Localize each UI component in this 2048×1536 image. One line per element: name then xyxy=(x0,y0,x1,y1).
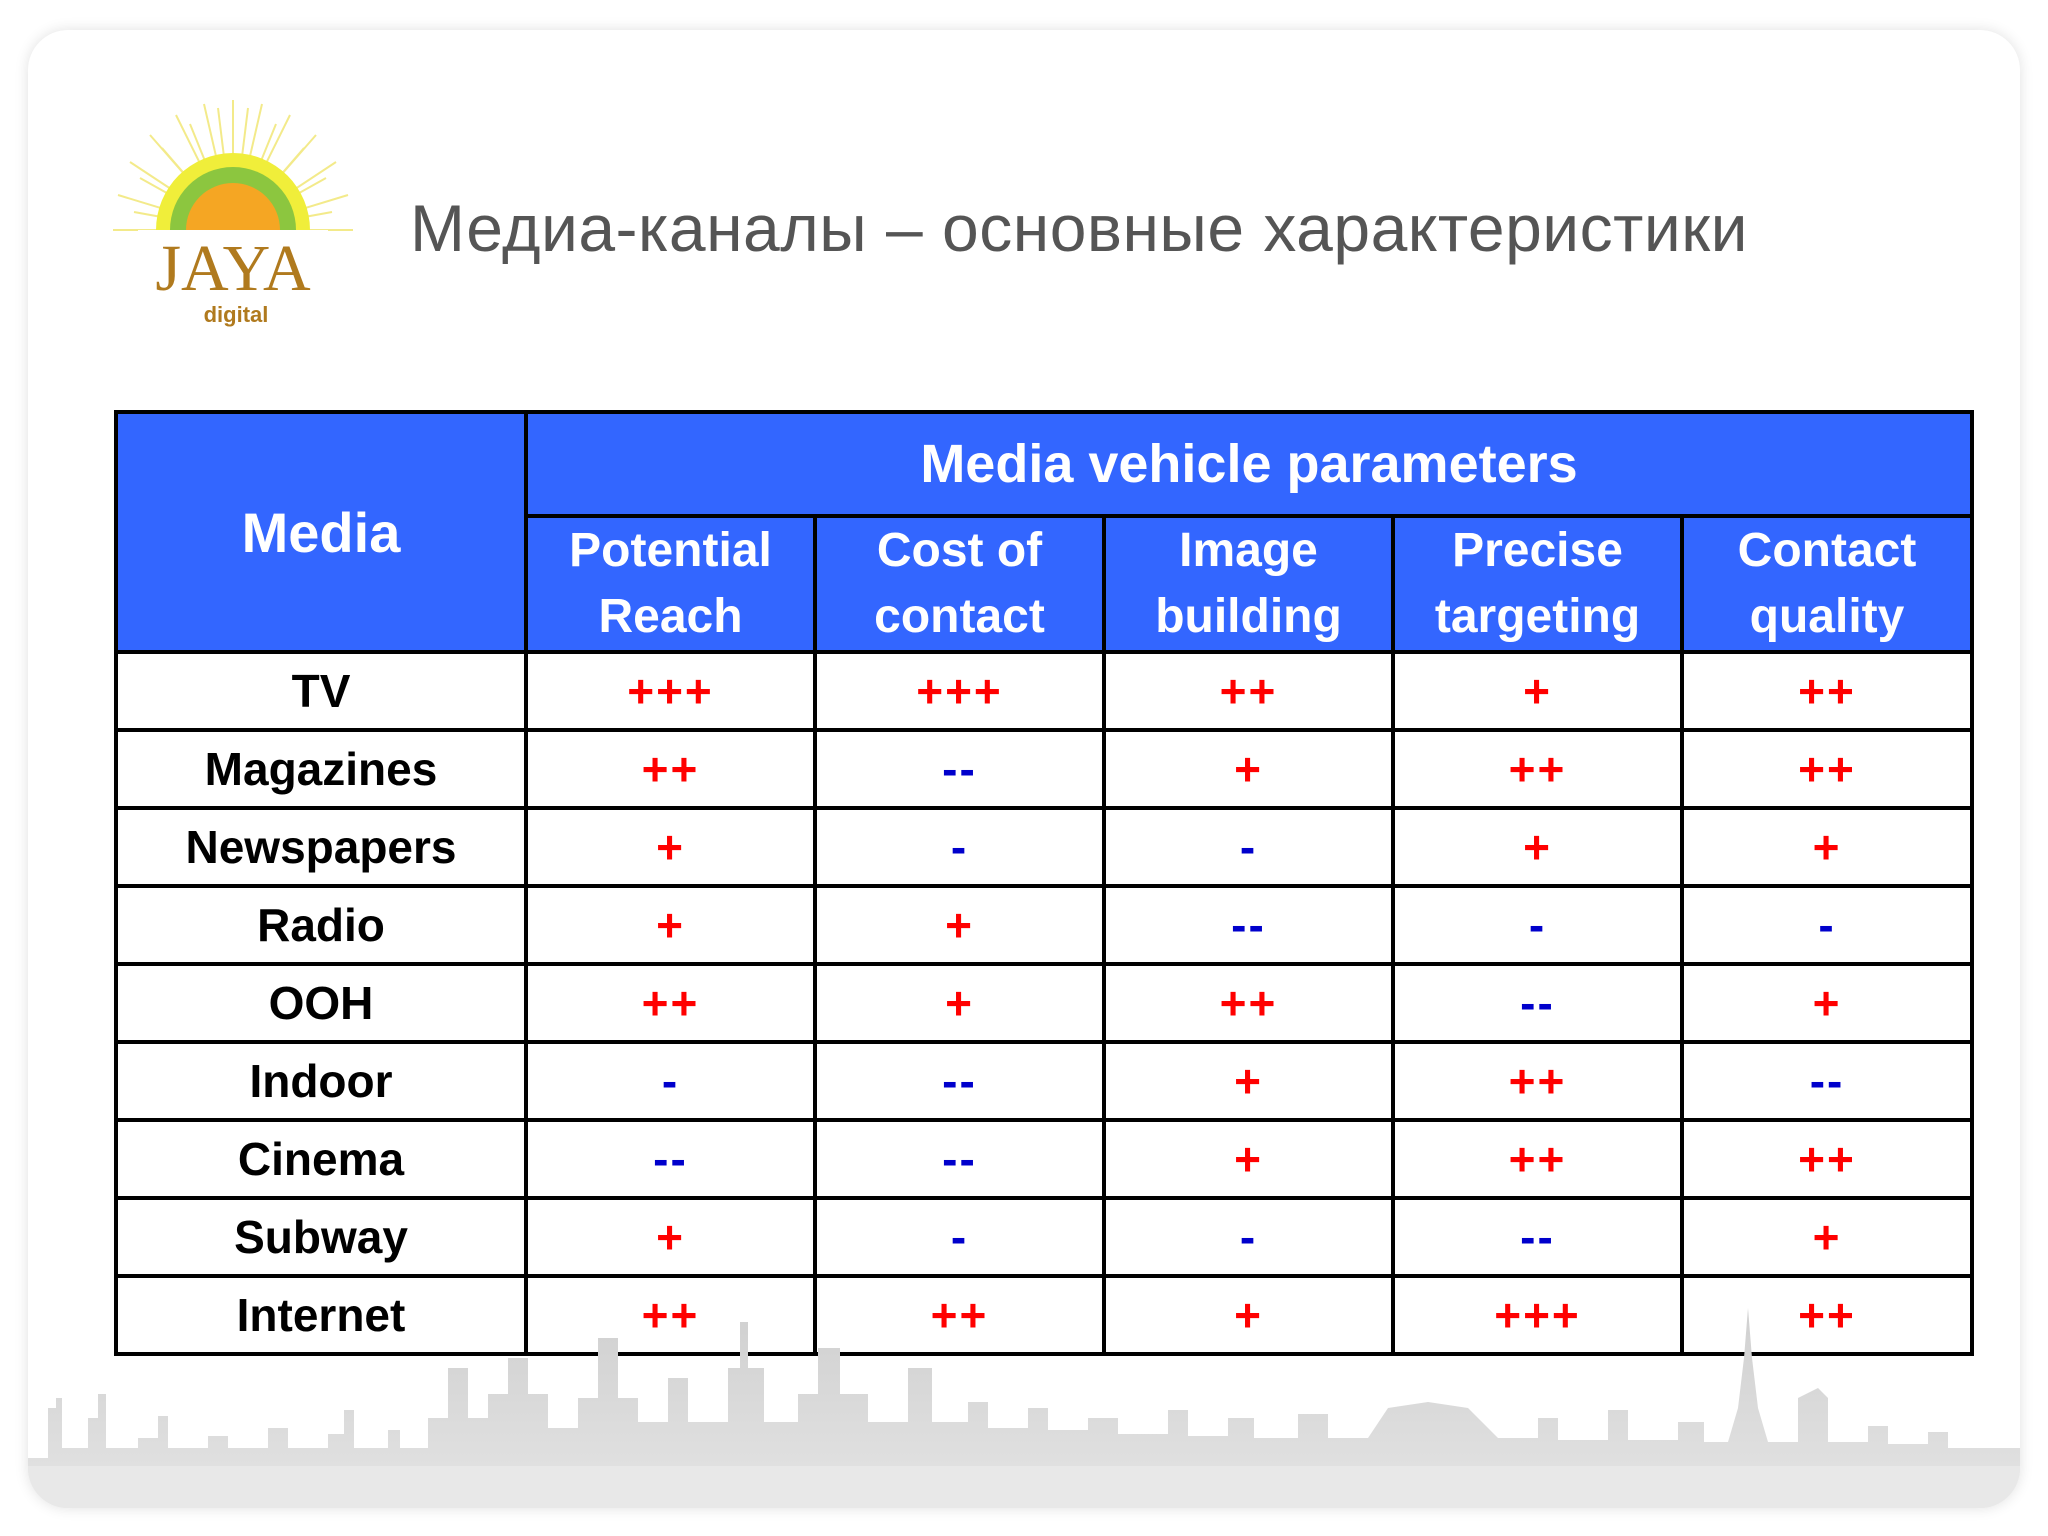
score-cell: +++ xyxy=(815,652,1104,730)
jaya-digital-logo xyxy=(98,100,368,340)
table-row xyxy=(116,730,1972,808)
score-cell: + xyxy=(526,808,815,886)
score-cell: +++ xyxy=(526,652,815,730)
score-cell: + xyxy=(1682,964,1972,1042)
table-row xyxy=(116,1120,1972,1198)
score-cell: - xyxy=(1104,808,1393,886)
svg-text:JAYA: JAYA xyxy=(155,232,311,305)
score-cell: - xyxy=(526,1042,815,1120)
score-cell: + xyxy=(1393,808,1682,886)
score-cell: ++ xyxy=(1393,1042,1682,1120)
svg-text:digital: digital xyxy=(203,302,269,327)
score-cell: -- xyxy=(1393,964,1682,1042)
score-cell: + xyxy=(1393,652,1682,730)
score-cell: ++ xyxy=(1393,1120,1682,1198)
media-name-cell: OOH xyxy=(116,964,526,1042)
score-cell: ++ xyxy=(1104,964,1393,1042)
score-cell: - xyxy=(815,808,1104,886)
score-cell: +++ xyxy=(1393,1276,1682,1354)
score-cell: ++ xyxy=(1682,1120,1972,1198)
slide xyxy=(28,30,2020,1508)
score-cell: -- xyxy=(815,1120,1104,1198)
score-cell: + xyxy=(815,964,1104,1042)
table-row xyxy=(116,1042,1972,1120)
param-header-precise-targeting: Precise targeting xyxy=(1393,516,1682,652)
media-name-cell: Subway xyxy=(116,1198,526,1276)
media-column-header: Media xyxy=(116,412,526,652)
score-cell: + xyxy=(1104,1276,1393,1354)
score-cell: ++ xyxy=(526,730,815,808)
table-row xyxy=(116,964,1972,1042)
table-row xyxy=(116,1198,1972,1276)
score-cell: ++ xyxy=(1682,652,1972,730)
param-header-cost-of-contact: Cost of contact xyxy=(815,516,1104,652)
media-name-cell: TV xyxy=(116,652,526,730)
score-cell: + xyxy=(1104,730,1393,808)
score-cell: -- xyxy=(1682,1042,1972,1120)
score-cell: + xyxy=(526,1198,815,1276)
table-row xyxy=(116,808,1972,886)
score-cell: -- xyxy=(526,1120,815,1198)
score-cell: + xyxy=(1104,1120,1393,1198)
param-header-contact-quality: Contact quality xyxy=(1682,516,1972,652)
score-cell: + xyxy=(1682,1198,1972,1276)
score-cell: ++ xyxy=(526,1276,815,1354)
score-cell: ++ xyxy=(1682,730,1972,808)
parameters-group-header: Media vehicle parameters xyxy=(526,412,1972,516)
media-parameters-table xyxy=(114,410,1974,1356)
score-cell: + xyxy=(1104,1042,1393,1120)
score-cell: -- xyxy=(1104,886,1393,964)
media-name-cell: Radio xyxy=(116,886,526,964)
score-cell: - xyxy=(1682,886,1972,964)
media-name-cell: Internet xyxy=(116,1276,526,1354)
media-name-cell: Newspapers xyxy=(116,808,526,886)
score-cell: ++ xyxy=(815,1276,1104,1354)
media-name-cell: Magazines xyxy=(116,730,526,808)
media-name-cell: Cinema xyxy=(116,1120,526,1198)
table-row xyxy=(116,652,1972,730)
city-skyline-decoration xyxy=(28,1298,2020,1508)
score-cell: -- xyxy=(815,1042,1104,1120)
score-cell: -- xyxy=(815,730,1104,808)
media-name-cell: Indoor xyxy=(116,1042,526,1120)
score-cell: -- xyxy=(1393,1198,1682,1276)
score-cell: + xyxy=(1682,808,1972,886)
score-cell: - xyxy=(815,1198,1104,1276)
score-cell: - xyxy=(1393,886,1682,964)
score-cell: + xyxy=(815,886,1104,964)
score-cell: ++ xyxy=(1393,730,1682,808)
slide-title: Медиа-каналы – основные характеристики xyxy=(410,191,1749,265)
table-row xyxy=(116,886,1972,964)
score-cell: ++ xyxy=(526,964,815,1042)
score-cell: ++ xyxy=(1682,1276,1972,1354)
score-cell: ++ xyxy=(1104,652,1393,730)
score-cell: - xyxy=(1104,1198,1393,1276)
score-cell: + xyxy=(526,886,815,964)
param-header-image-building: Image building xyxy=(1104,516,1393,652)
param-header-potential-reach: Potential Reach xyxy=(526,516,815,652)
